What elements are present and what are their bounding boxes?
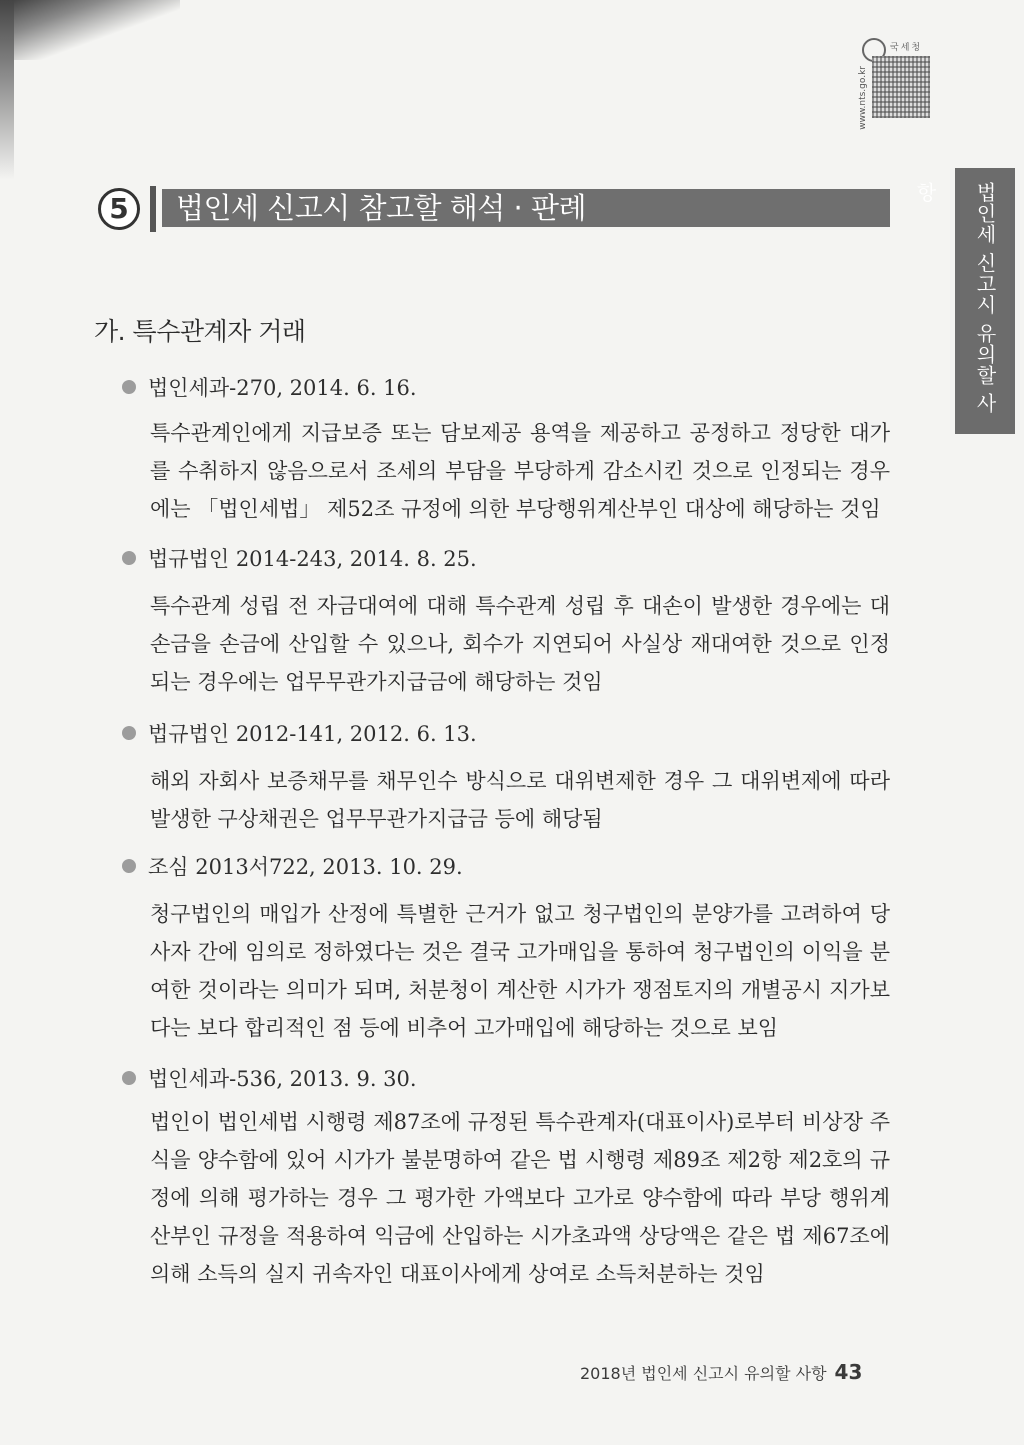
entry-text: 법인이 법인세법 시행령 제87조에 규정된 특수관계자(대표이사)로부터 비상장 주식을 양수함에 있어 시가가 불분명하여 같은 법 시행령 제89조 제2항 제2호의 규정에 의해 평가하는 경우 그 평가한 가액보다 고가로 양수함에 따라 부당 행위계산부인 규정을 적용하여 익금에 산입하는 시가초과액 상당액은 같은 법 제67조에 의해 소득의 실지 귀속자인 대표이사에게 상여로 소득처분하는 것임 (150, 1110, 890, 1286)
entry-reference: 법규법인 2014-243, 2014. 8. 25. (148, 547, 477, 571)
entry-reference: 법규법인 2012-141, 2012. 6. 13. (148, 722, 477, 746)
bullet-icon (122, 551, 136, 565)
qr-label: 국세청 (890, 43, 923, 53)
section-header (98, 186, 890, 232)
entry-reference: 조심 2013서722, 2013. 10. 29. (148, 855, 463, 879)
scan-shadow (0, 0, 180, 60)
bullet-icon (122, 1071, 136, 1085)
running-title: 2018년 법인세 신고시 유의할 사항 (580, 1364, 827, 1383)
entry-text: 특수관계인에게 지급보증 또는 담보제공 용역을 제공하고 공정하고 정당한 대가를 수취하지 않음으로서 조세의 부담을 부당하게 감소시킨 것으로 인정되는 경우에는 「법인세법」 제52조 규정에 의한 부당행위계산부인 대상에 해당하는 것임 (150, 421, 890, 521)
bullet-icon (122, 726, 136, 740)
scan-edge (0, 0, 14, 180)
bullet-icon (122, 380, 136, 394)
bullet-icon (122, 859, 136, 873)
page-number: 43 (834, 1360, 863, 1384)
page-footer (580, 1360, 880, 1384)
qr-url: www.nts.go.kr (858, 66, 868, 130)
section-divider (150, 186, 156, 232)
side-tab-label: 법인세 신고시 유의할 사항 (913, 182, 997, 415)
entry-reference: 법인세과-536, 2013. 9. 30. (148, 1067, 417, 1091)
section-title: 법인세 신고시 참고할 해석 · 판례 (162, 189, 890, 227)
entry-text: 청구법인의 매입가 산정에 특별한 근거가 없고 청구법인의 분양가를 고려하여 당사자 간에 임의로 정하였다는 것은 결국 고가매입을 통하여 청구법인의 이익을 분여한 것이라는 의미가 되며, 처분청이 계산한 시가가 쟁점토지의 개별공시 지가보다는 보다 합리적인 점 등에 비추어 고가매입에 해당하는 것으로 보임 (150, 902, 890, 1040)
subsection-title: 가. 특수관계자 거래 (94, 317, 306, 346)
entry-text: 특수관계 성립 전 자금대여에 대해 특수관계 성립 후 대손이 발생한 경우에는 대손금을 손금에 산입할 수 있으나, 회수가 지연되어 사실상 재대여한 것으로 인정되는 경우에는 업무무관가지급금에 해당하는 것임 (150, 594, 890, 694)
entry-reference: 법인세과-270, 2014. 6. 16. (148, 376, 417, 400)
qr-block (858, 36, 938, 130)
side-tab (913, 168, 1015, 434)
section-number: 5 (98, 188, 140, 230)
qr-code (872, 56, 930, 118)
entry-text: 해외 자회사 보증채무를 채무인수 방식으로 대위변제한 경우 그 대위변제에 따라 발생한 구상채권은 업무무관가지급금 등에 해당됨 (150, 769, 890, 831)
